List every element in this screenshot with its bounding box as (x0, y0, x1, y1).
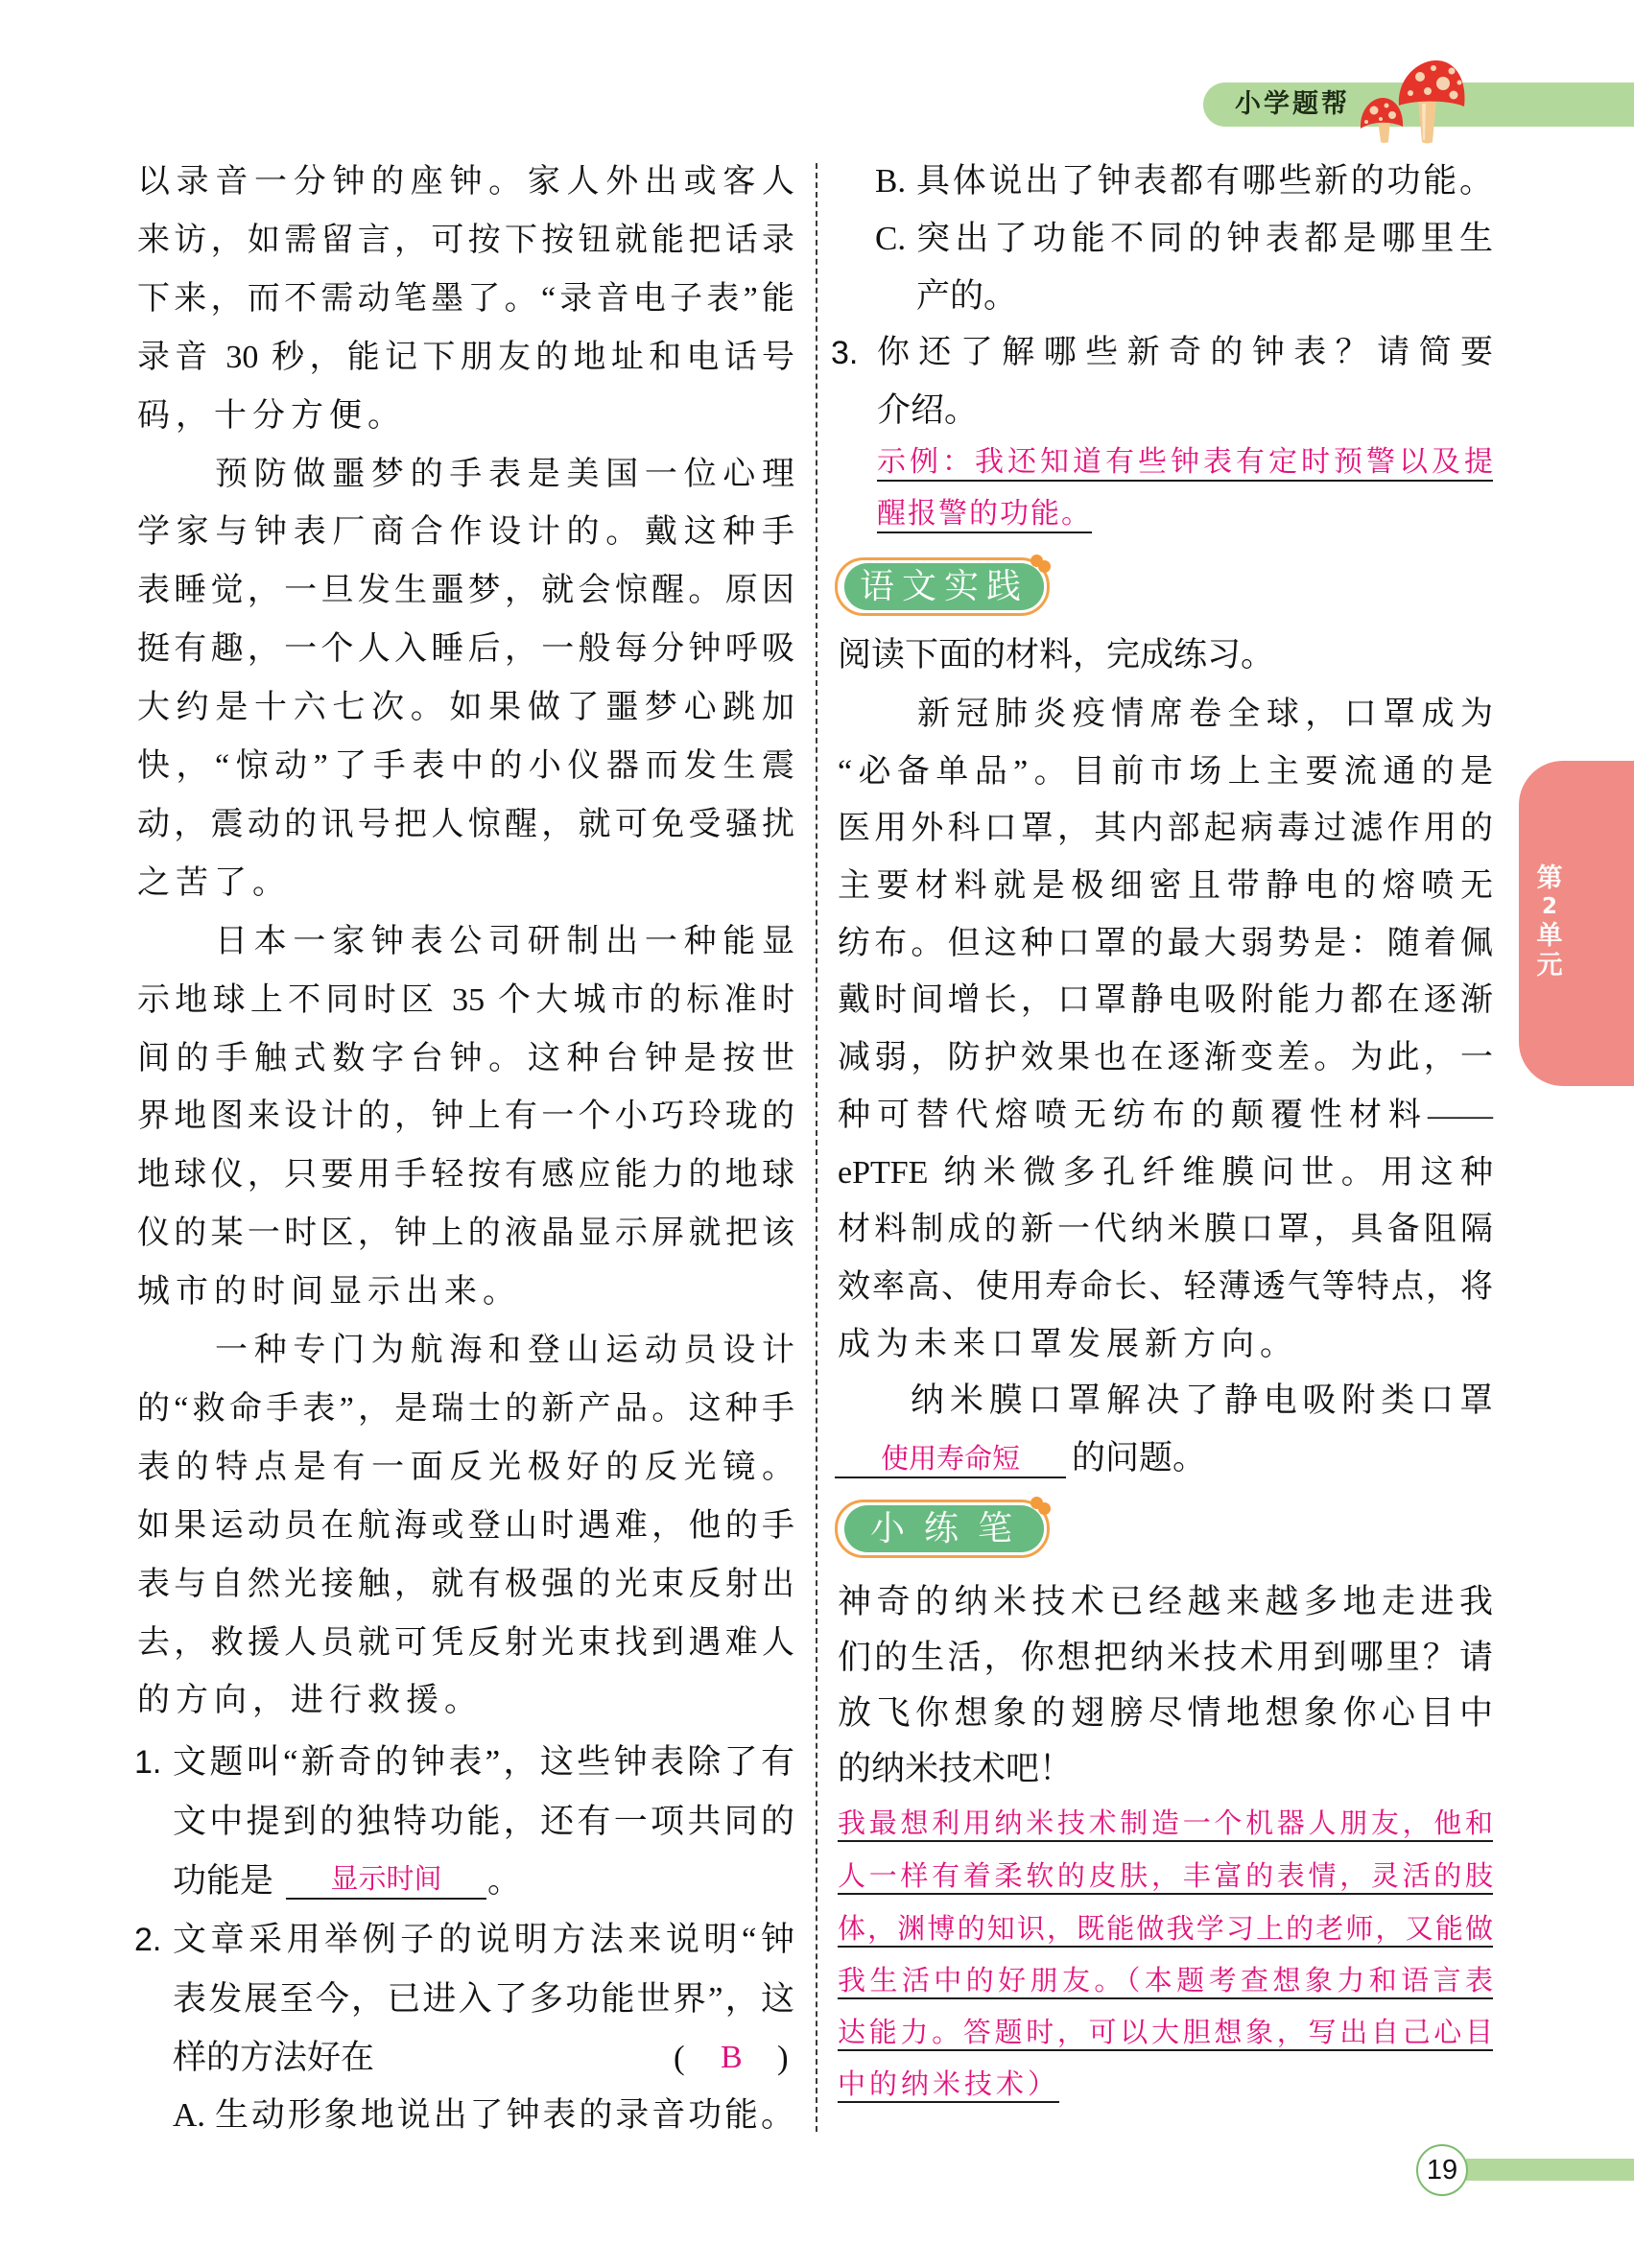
passage-line: 纺布。但这种口罩的最大弱势是：随着佩 (838, 926, 1493, 961)
question-text: 样的方法好在 (173, 2039, 375, 2076)
question-number: 3. (831, 335, 859, 371)
question-text: 。 (487, 1862, 522, 1900)
passage-line: 间的手触式数字台钟。这种台钟是按世 (137, 1041, 794, 1076)
passage-line: 的“救命手表”，是瑞士的新产品。这种手 (137, 1391, 794, 1427)
passage-line: 如果运动员在航海或登山时遇难，他的手 (137, 1508, 794, 1544)
passage-line: 大约是十六七次。如果做了噩梦心跳加 (137, 690, 794, 725)
passage-line: “必备单品”。目前市场上主要流通的是 (838, 754, 1493, 790)
passage-line: 材料制成的新一代纳米膜口罩，具备阻隔 (838, 1212, 1493, 1247)
question-number: 2. (134, 1922, 162, 1958)
passage-line: 示地球上不同时区 35 个大城市的标准时 (137, 982, 794, 1018)
passage-line: 的方向，进行救援。 (137, 1683, 483, 1718)
passage-line: 码，十分方便。 (137, 398, 406, 434)
answer-line: 我生活中的好朋友。（本题考查想象力和语言表 (838, 1963, 1493, 1999)
answer-paren-close: ) (777, 2039, 789, 2076)
passage-line: 医用外科口罩，其内部起病毒过滤作用的 (838, 811, 1493, 846)
question-text: 文题叫“新奇的钟表”，这些钟表除了有 (173, 1743, 794, 1781)
unit-tab-char: 第 (1536, 863, 1563, 893)
question-text: 文中提到的独特功能，还有一项共同的 (173, 1803, 794, 1840)
answer-line: 我最想利用纳米技术制造一个机器人朋友，他和 (838, 1806, 1493, 1842)
heart-icon (1038, 1502, 1051, 1515)
passage-line: 下来，而不需动笔墨了。“录音电子表”能 (137, 281, 794, 317)
instruction-text: 阅读下面的材料，完成练习。 (838, 636, 1275, 673)
question-number: 1. (134, 1744, 162, 1781)
passage-line: 去，救援人员就可凭反射光束找到遇难人 (137, 1625, 794, 1661)
unit-tab-label (1534, 863, 1565, 980)
question-text: 介绍。 (877, 391, 979, 429)
unit-tab-char: 元 (1536, 951, 1563, 980)
passage-line: 挺有趣，一个人入睡后，一般每分钟呼吸 (137, 631, 794, 667)
answer-paren-open: ( (674, 2039, 685, 2076)
answer-line: 示例：我还知道有些钟表有定时预警以及提 (877, 445, 1493, 482)
passage-line: 仪的某一时区，钟上的液晶显示屏就把该 (137, 1216, 794, 1251)
passage-line: 效率高、使用寿命长、轻薄透气等特点，将 (838, 1269, 1493, 1305)
choice-answer: B (721, 2040, 743, 2075)
answer-line: 体，渊博的知识，既能做我学习上的老师，又能做 (838, 1911, 1493, 1948)
option-text: 产的。 (916, 277, 1018, 315)
passage-line: 学家与钟表厂商合作设计的。戴这种手 (137, 514, 794, 550)
passage-line: 以录音一分钟的座钟。家人外出或客人 (137, 164, 794, 200)
passage-line: 来访，如需留言，可按下按钮就能把话录 (137, 223, 794, 258)
passage-line: 表睡觉，一旦发生噩梦，就会惊醒。原因 (137, 573, 794, 608)
column-divider (816, 163, 817, 2132)
passage-line: 表的特点是有一面反光极好的反光镜。 (137, 1450, 794, 1485)
unit-tab-number: 2 (1541, 894, 1557, 919)
passage-line: 减弱，防护效果也在逐渐变差。为此，一 (838, 1040, 1493, 1075)
passage-line: 新冠肺炎疫情席卷全球，口罩成为 (917, 697, 1493, 732)
page-number: 19 (1416, 2144, 1468, 2196)
passage-line: 种可替代熔喷无纺布的颠覆性材料—— (838, 1098, 1493, 1133)
answer-line: 醒报警的功能。 (877, 497, 1092, 533)
mushroom-icon (1353, 56, 1478, 147)
passage-line: 一种专门为航海和登山运动员设计 (215, 1333, 794, 1368)
passage-line: 城市的时间显示出来。 (137, 1274, 521, 1310)
answer-line: 达能力。答题时，可以大胆想象，写出自己心目 (838, 2015, 1493, 2051)
passage-line: 录音 30 秒，能记下朋友的地址和电话号 (137, 340, 794, 375)
option-text: 生动形象地说出了钟表的录音功能。 (215, 2096, 794, 2134)
question-text: 你还了解哪些新奇的钟表？请简要 (877, 335, 1493, 370)
option-text: 具体说出了钟表都有哪些新的功能。 (916, 162, 1493, 200)
option-label: A. (173, 2096, 206, 2134)
passage-line: 快，“惊动”了手表中的小仪器而发生震 (137, 748, 794, 784)
answer-line: 中的纳米技术） (838, 2067, 1059, 2103)
passage-line: 戴时间增长，口罩静电吸附能力都在逐渐 (838, 982, 1493, 1018)
option-label: C. (875, 220, 907, 257)
passage-line: 日本一家钟表公司研制出一种能显 (215, 924, 794, 959)
question-text: 文章采用举例子的说明方法来说明“钟 (173, 1921, 794, 1958)
unit-tab-char: 单 (1536, 921, 1563, 951)
question-text: 表发展至今，已进入了多功能世界”，这 (173, 1980, 794, 2018)
option-label: B. (875, 162, 907, 200)
badge-label: 小练笔 (869, 1509, 1031, 1548)
passage-line: 地球仪，只要用手轻按有感应能力的地球 (137, 1157, 794, 1193)
section-badge-writing (835, 1499, 1054, 1558)
passage-line: 界地图来设计的，钟上有一个小巧玲珑的 (137, 1099, 794, 1134)
passage-line: 成为未来口罩发展新方向。 (838, 1327, 1298, 1362)
prompt-line: 神奇的纳米技术已经越来越多地走进我 (838, 1583, 1493, 1620)
question-text: 的问题。 (1072, 1439, 1207, 1477)
question-text: 纳米膜口罩解决了静电吸附类口罩 (911, 1382, 1493, 1419)
prompt-line: 的纳米技术吧！ (838, 1750, 1074, 1787)
passage-line: 主要材料就是极细密且带静电的熔喷无 (838, 868, 1493, 904)
badge-label: 语文实践 (859, 567, 1029, 606)
passage-line: 预防做噩梦的手表是美国一位心理 (215, 457, 794, 492)
answer-text: 使用寿命短 (880, 1442, 1020, 1475)
prompt-line: 放飞你想象的翅膀尽情地想象你心目中 (838, 1694, 1493, 1732)
footer-bar (1466, 2159, 1634, 2181)
passage-line: 之苦了。 (137, 865, 291, 901)
prompt-line: 们的生活，你想把纳米技术用到哪里？请 (838, 1639, 1493, 1676)
question-text: 功能是 (173, 1862, 274, 1900)
passage-line: ePTFE 纳米微多孔纤维膜问世。用这种 (838, 1155, 1493, 1191)
section-badge-practice (835, 556, 1054, 616)
answer-text: 显示时间 (330, 1862, 442, 1895)
answer-line: 人一样有着柔软的皮肤，丰富的表情，灵活的肢 (838, 1858, 1493, 1895)
passage-line: 表与自然光接触，就有极强的光束反射出 (137, 1567, 794, 1602)
passage-line: 动，震动的讯号把人惊醒，就可免受骚扰 (137, 807, 794, 842)
header-title: 小学题帮 (1235, 89, 1350, 119)
heart-icon (1038, 560, 1051, 573)
option-text: 突出了功能不同的钟表都是哪里生 (916, 220, 1493, 257)
